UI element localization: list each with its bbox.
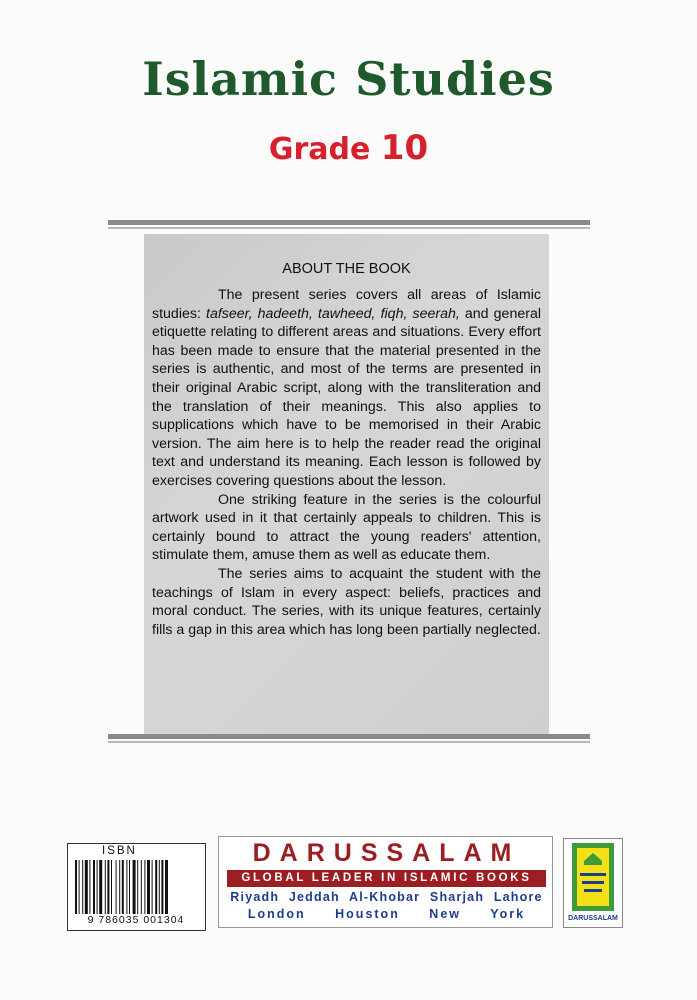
italic-terms: tafseer, hadeeth, tawheed, fiqh, seerah, [206, 305, 460, 322]
publisher-tagline: GLOBAL LEADER IN ISLAMIC BOOKS [227, 870, 546, 887]
about-body [152, 286, 541, 639]
isbn-label: ISBN [102, 845, 137, 857]
about-paragraph-3: The series aims to acquaint the student with the teachings of Islam in every aspect: beliefs, practices and moral conduct. The series, with its unique features, certainly fills a gap in this area which has long been partially neglected. [152, 565, 541, 638]
barcode-graphic [73, 860, 201, 914]
publisher-cities-row-2: London Houston New York [247, 907, 526, 921]
book-title: Islamic Studies [142, 52, 555, 106]
isbn-number: 9 786035 001304 [87, 914, 185, 926]
bottom-divider [108, 734, 590, 743]
publisher-block [218, 836, 553, 928]
publisher-name: DARUSSALAM [252, 839, 521, 867]
logo-caption: DARUSSALAM [568, 915, 618, 922]
about-paragraph-2: One striking feature in the series is the colourful artwork used in it that certainly appeals to children. This is certainly bound to attract the young readers' attention, stimulate them, amuse them as well as educate them. [152, 491, 541, 564]
logo-emblem-icon [564, 839, 622, 915]
grade-label [0, 128, 697, 168]
top-divider [108, 220, 590, 229]
publisher-cities-row-1: Riyadh Jeddah Al-Khobar Sharjah Lahore [230, 890, 543, 904]
publisher-logo [563, 838, 623, 928]
isbn-barcode-block [67, 843, 206, 931]
grade-number: 10 [380, 128, 429, 168]
about-panel [144, 234, 549, 734]
about-heading: ABOUT THE BOOK [282, 261, 411, 277]
about-paragraph-1: The present series covers all areas of Islamic studies: tafseer, hadeeth, tawheed, fiqh, seerah, and general etiquette relating to different areas and situations. Every effort has been made to ensure that the material presented in the series is authentic, and most of the terms are presented in their original Arabic script, along with the transliteration and the translation of their meanings. This also applies to supplications which have to be memorised in their Arabic version. The aim here is to help the reader read the original text and understand its meaning. Each lesson is followed by exercises covering questions about the lesson. [152, 287, 541, 489]
grade-word: Grade [268, 132, 371, 167]
